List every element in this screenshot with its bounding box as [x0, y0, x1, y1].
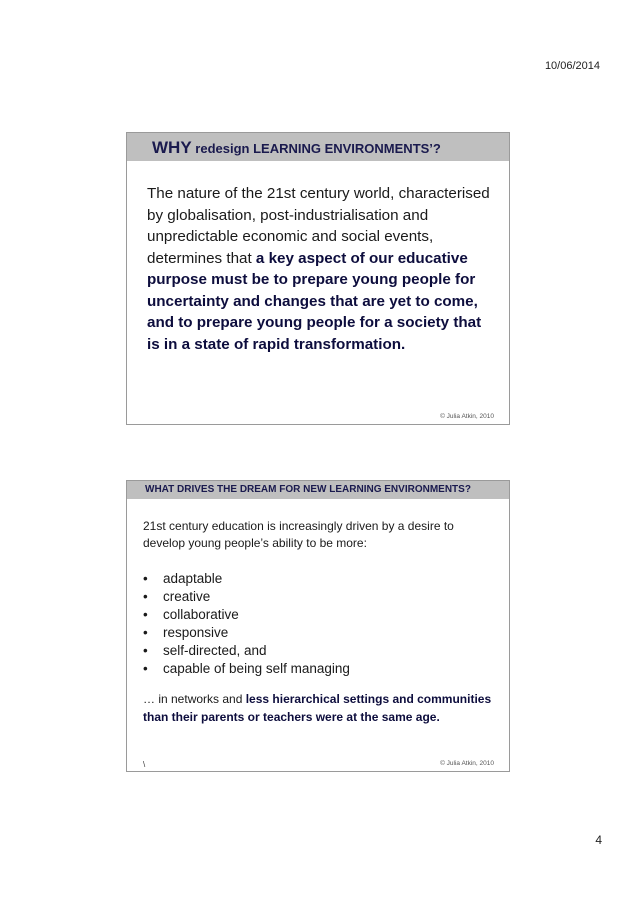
slide-title-bar: WHAT DRIVES THE DREAM FOR NEW LEARNING ENVIRONMENTS? [127, 481, 509, 499]
slide-title-rest: redesign LEARNING ENVIRONMENTS’? [191, 141, 441, 156]
closing-plain-text: … in networks and [143, 692, 246, 706]
slide-title-why: WHY [152, 138, 192, 157]
slide-body-text [147, 183, 497, 355]
list-item: • collaborative [143, 607, 239, 622]
closing-text [143, 691, 493, 726]
bullet-icon: • [143, 643, 148, 658]
bullet-icon: • [143, 571, 148, 586]
bullet-icon: • [143, 661, 148, 676]
list-item: • adaptable [143, 571, 223, 586]
list-item: • responsive [143, 625, 229, 640]
slide-intro-text: 21st century education is increasingly driven by a desire to develop young people’s ability to be more: [143, 519, 454, 550]
stray-mark: \ [143, 760, 146, 769]
slide-title-bar [127, 133, 509, 161]
body-plain-text: The nature of the 21st century world, characterised by globalisation, post-industrialisation and unpredictable economic and social events, determines that [147, 185, 490, 267]
copyright-credit: © Julia Atkin, 2010 [440, 413, 494, 420]
closing-bold-text: less hierarchical settings and communities than their parents or teachers were at the same age. [143, 692, 492, 724]
header-date: 10/06/2014 [544, 60, 600, 72]
body-bold-text: a key aspect of our educative purpose must be to prepare young people for uncertainty and changes that are yet to come, and to prepare young people for a society that is in a state of rapid transformation. [147, 249, 482, 353]
list-item: • capable of being self managing [143, 661, 350, 676]
bullet-icon: • [143, 607, 148, 622]
list-item: • creative [143, 589, 211, 604]
page-number: 4 [595, 833, 602, 847]
slide-why-redesign [126, 132, 510, 425]
bullet-list [143, 570, 350, 678]
bullet-icon: • [143, 625, 148, 640]
bullet-icon: • [143, 589, 148, 604]
list-item: • self-directed, and [143, 643, 267, 658]
slide-what-drives [126, 480, 510, 772]
copyright-credit: © Julia Atkin, 2010 [440, 760, 494, 767]
